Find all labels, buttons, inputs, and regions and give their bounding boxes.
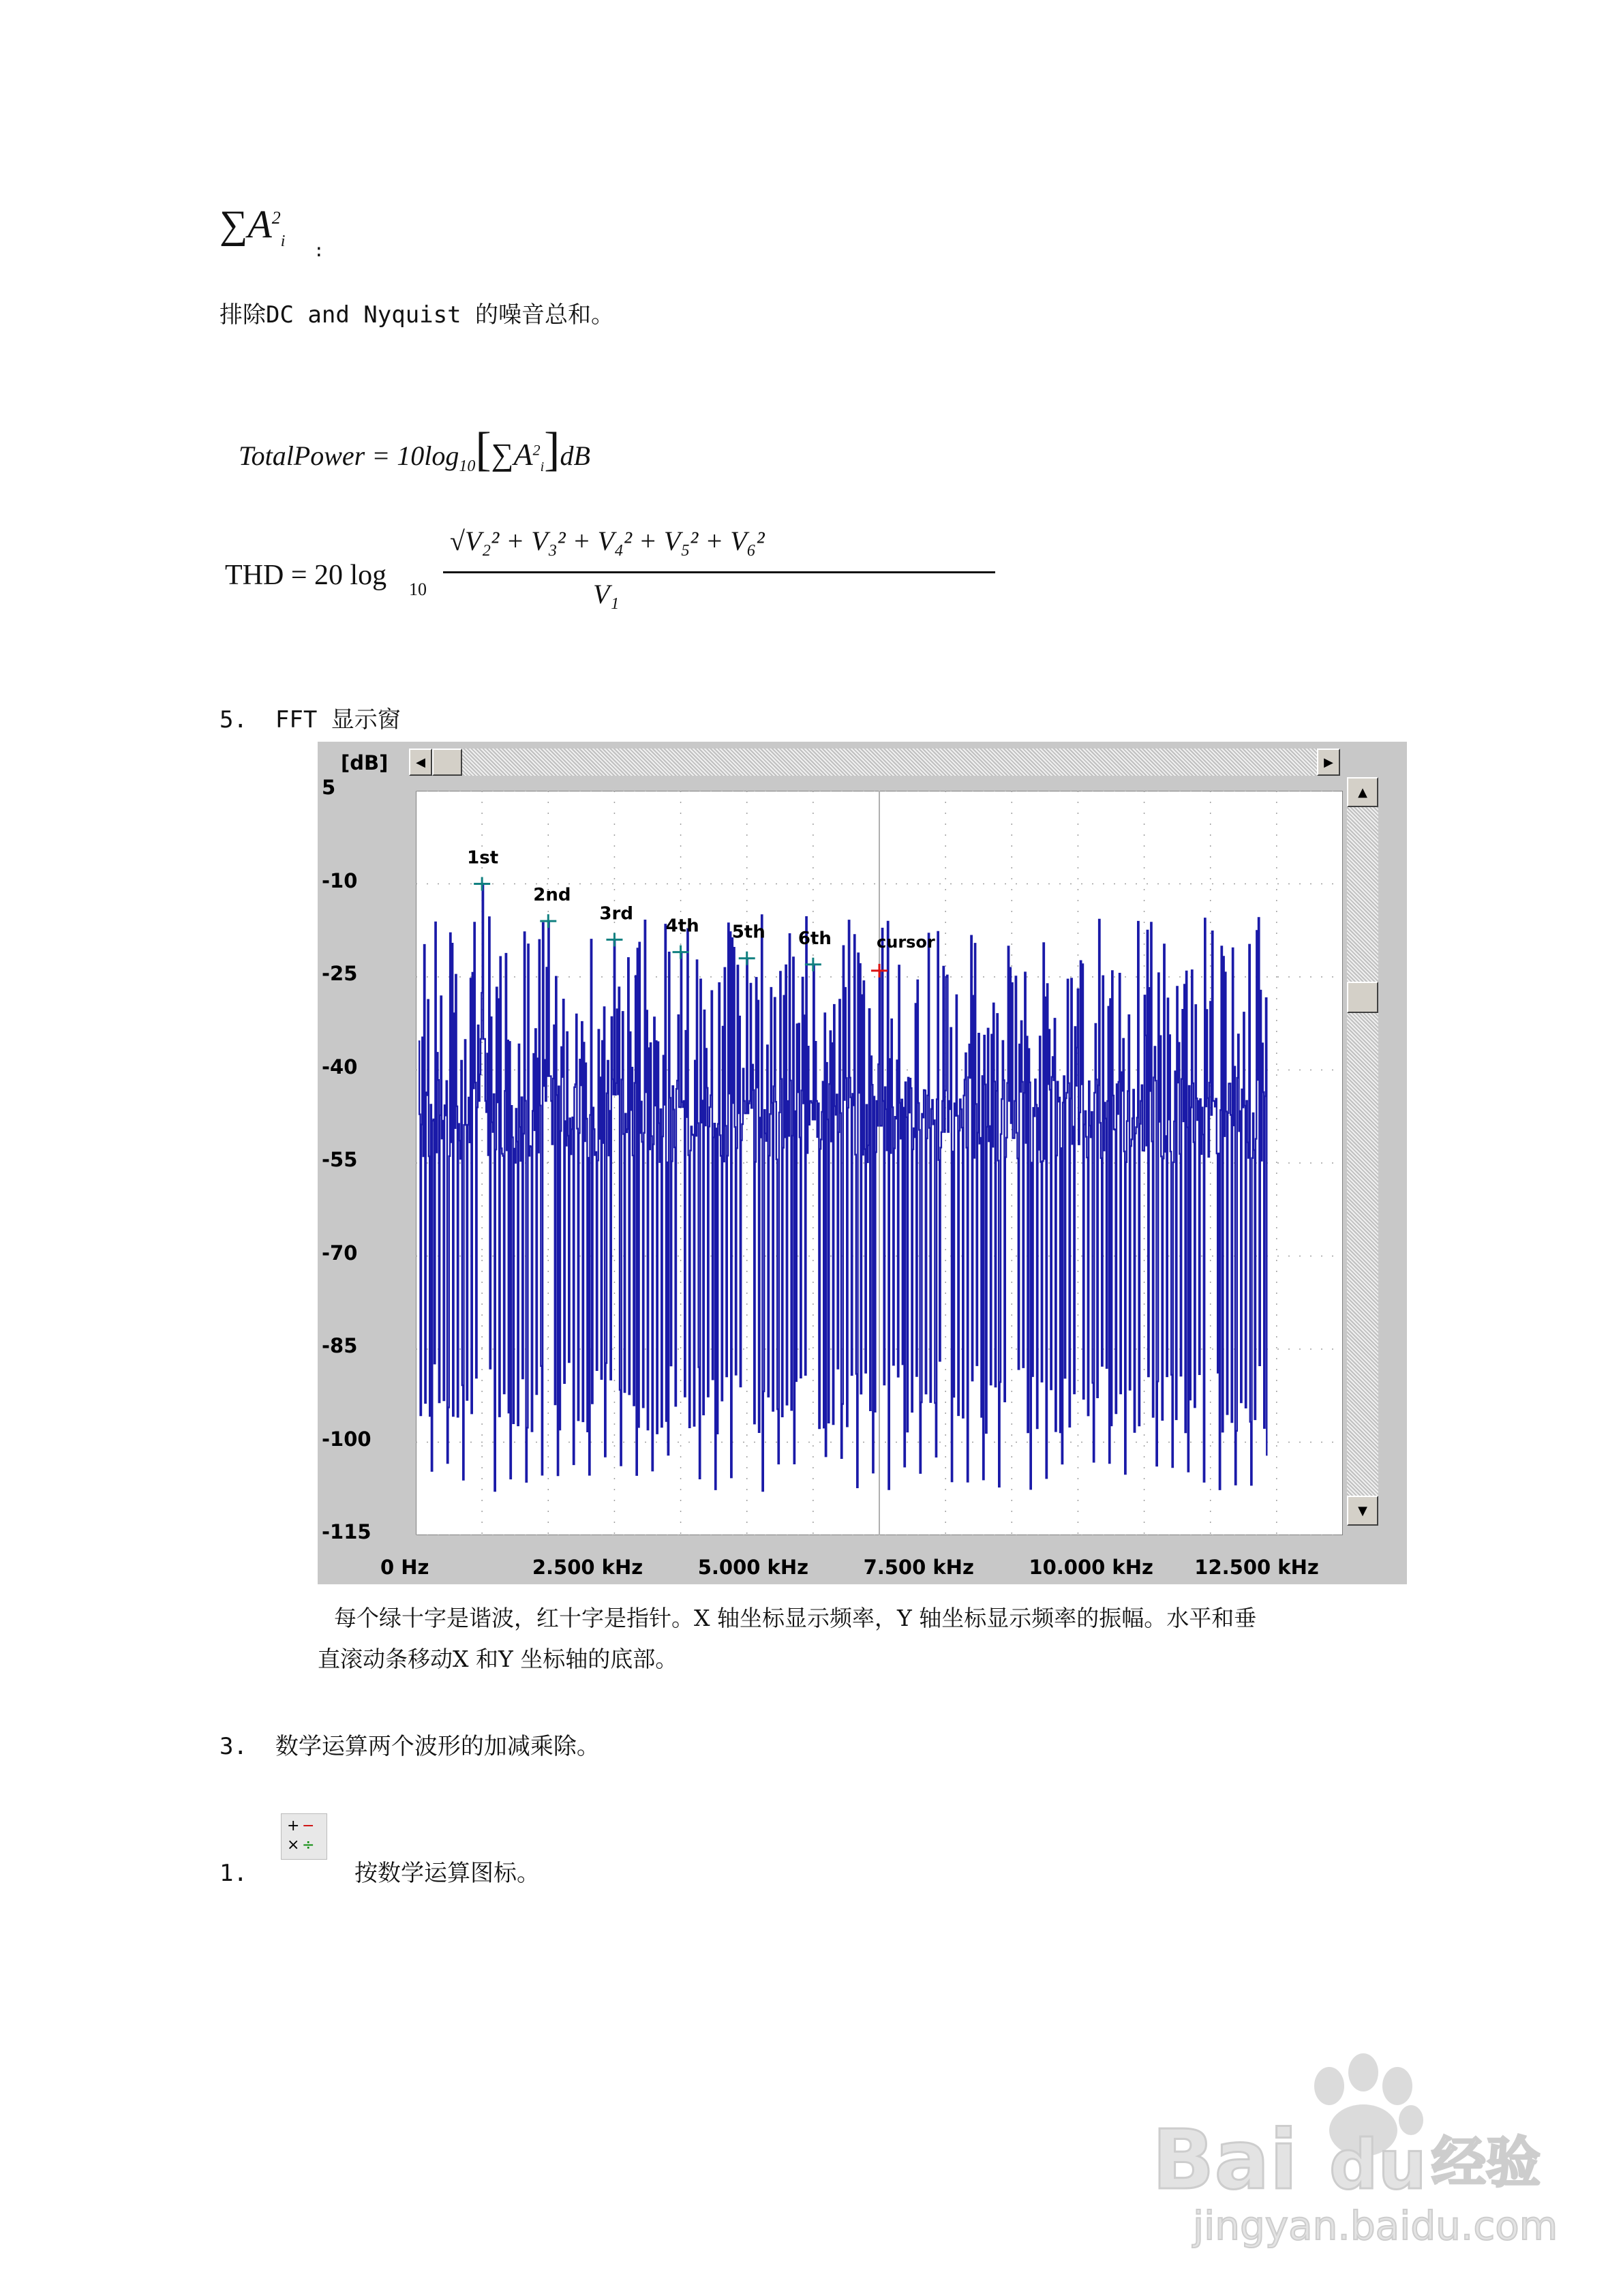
cursor-label: cursor xyxy=(877,932,935,952)
section-3-heading: 3. 数学运算两个波形的加减乘除。 xyxy=(219,1733,600,1760)
vertical-scroll-thumb[interactable] xyxy=(1347,982,1378,1013)
harmonic-label-3: 3rd xyxy=(599,903,633,924)
harmonic-label-1: 1st xyxy=(467,847,499,868)
y-unit-label: [dB] xyxy=(341,751,389,774)
total-power-formula: TotalPower = $10\log_{10}[\sum A^2_i]dB$ xyxy=(239,423,590,476)
x-tick-label: 10.000 kHz xyxy=(1029,1556,1153,1579)
baidu-jingyan-watermark xyxy=(1125,2045,1575,2250)
scroll-down-button[interactable]: ▼ xyxy=(1347,1496,1378,1526)
fft-description-line2: 直滚动条移动X 和Y 坐标轴的底部。 xyxy=(318,1646,678,1672)
svg-text:×: × xyxy=(287,1837,300,1854)
y-tick-label: -85 xyxy=(322,1334,358,1357)
scroll-right-button[interactable]: ▶ xyxy=(1317,749,1340,776)
step-1-text: 按数学运算图标。 xyxy=(354,1860,540,1887)
thd-formula xyxy=(225,525,784,627)
x-tick-label: 0 Hz xyxy=(380,1556,429,1579)
x-tick-label: 2.500 kHz xyxy=(532,1556,643,1579)
watermark-url: jingyan.baidu.com xyxy=(1193,2203,1558,2249)
sum-formula-text: ∑A xyxy=(219,202,272,247)
y-tick-label: -70 xyxy=(322,1241,358,1265)
fft-description-line1: 每个绿十字是谐波，红十字是指针。X 轴坐标显示频率，Y 轴坐标显示频率的振幅。水平和垂 xyxy=(334,1605,1257,1631)
y-tick-label: -10 xyxy=(322,868,358,892)
baidu-paw-icon xyxy=(1125,2045,1575,2250)
section-5-heading: 5. FFT 显示窗 xyxy=(219,706,401,734)
harmonic-label-5: 5th xyxy=(731,922,765,943)
svg-text:÷: ÷ xyxy=(302,1837,315,1854)
horizontal-scroll-thumb[interactable] xyxy=(432,749,462,776)
y-tick-label: -25 xyxy=(322,962,358,985)
total-power-sub: 10 xyxy=(459,457,476,475)
y-tick-label: -115 xyxy=(322,1520,371,1543)
y-tick-label: -55 xyxy=(322,1148,358,1171)
scroll-left-button[interactable]: ◀ xyxy=(409,749,432,776)
harmonic-label-4: 4th xyxy=(665,916,699,937)
math-operation-icon-glyph xyxy=(282,1814,327,1859)
fft-plot xyxy=(416,791,1343,1535)
vertical-scrollbar[interactable] xyxy=(1347,777,1378,1526)
x-tick-label: 7.500 kHz xyxy=(863,1556,974,1579)
horizontal-scrollbar[interactable] xyxy=(409,749,1340,776)
thd-lhs: THD = 20 log xyxy=(225,560,387,591)
svg-text:−: − xyxy=(302,1817,315,1834)
scroll-up-button[interactable]: ▲ xyxy=(1347,777,1378,807)
x-tick-label: 5.000 kHz xyxy=(697,1556,808,1579)
x-tick-label: 12.500 kHz xyxy=(1194,1556,1319,1579)
harmonic-label-2: 2nd xyxy=(533,885,571,906)
watermark-brand: Bai xyxy=(1152,2113,1298,2208)
y-tick-label: -40 xyxy=(322,1055,358,1078)
sum-formula-colon: : xyxy=(314,241,324,261)
noise-description: 排除DC and Nyquist 的噪音总和。 xyxy=(219,301,615,329)
thd-denominator: V₁ xyxy=(593,579,620,609)
thd-sub: 10 xyxy=(409,579,427,599)
watermark-brand2: du xyxy=(1329,2125,1427,2205)
thd-numerator: √V₂² + V₃² + V₄² + V₅² + V₆² xyxy=(450,526,765,556)
y-tick-label: -100 xyxy=(322,1427,371,1451)
total-power-sum: ∑A xyxy=(491,437,533,472)
y-tick-label: 5 xyxy=(322,776,336,799)
math-operation-icon[interactable] xyxy=(281,1813,327,1860)
total-power-lhs: TotalPower = 10log xyxy=(239,440,459,471)
sum-formula: $\sum A^2_i$ xyxy=(219,202,286,250)
total-power-unit: dB xyxy=(560,440,590,471)
svg-text:+: + xyxy=(287,1817,300,1834)
thd-fraction-bar xyxy=(443,571,995,573)
harmonic-label-6: 6th xyxy=(798,928,832,949)
step-1-number: 1. xyxy=(219,1860,247,1887)
watermark-cn: 经验 xyxy=(1431,2131,1541,2194)
